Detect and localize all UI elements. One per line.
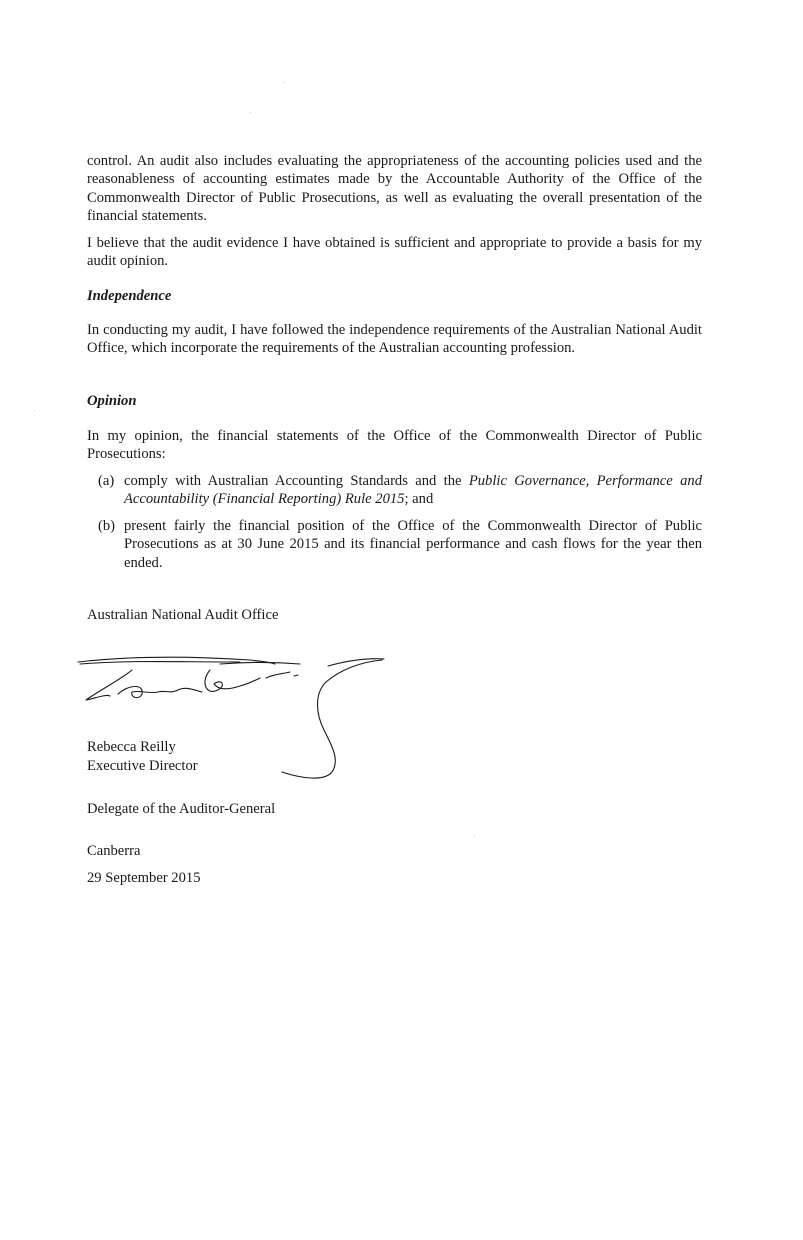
signatory-title: Executive Director xyxy=(87,758,198,774)
organisation-name: Australian National Audit Office xyxy=(87,607,279,623)
heading-opinion: Opinion xyxy=(87,393,137,409)
list-item-a-body xyxy=(124,472,702,509)
date-line: 29 September 2015 xyxy=(87,870,201,886)
scan-speck xyxy=(474,836,475,837)
list-marker-a: (a) xyxy=(98,473,115,489)
signatory-name: Rebecca Reilly xyxy=(87,739,176,755)
scan-speck xyxy=(34,410,35,411)
list-item-a-tail: ; and xyxy=(404,491,434,508)
paragraph-opinion: In my opinion, the financial statements of the Office of the Commonwealth Director of Public Prosecutions: xyxy=(87,428,702,463)
list-marker-b: (b) xyxy=(98,518,116,534)
scan-speck xyxy=(250,112,251,113)
paragraph-audit-evidence: I believe that the audit evidence I have obtained is sufficient and appropriate to provide a basis for my audit opinion. xyxy=(87,235,702,270)
heading-independence: Independence xyxy=(87,288,172,304)
paragraph-audit-control: control. An audit also includes evaluating the appropriateness of the accounting policies used and the reasonableness of accounting estimates made by the Accountable Authority of the Office of the Commonwealth Director of Public Prosecutions, as well as evaluating the overall presentation of the financial statements. xyxy=(87,153,702,225)
list-item-b xyxy=(98,517,702,572)
list-item-a xyxy=(98,472,702,509)
scan-speck xyxy=(283,82,284,83)
list-item-b-text: present fairly the financial position of the Office of the Commonwealth Director of Public Prosecutions as at 30 June 2015 and its financial performance and cash flows for the year then ended. xyxy=(124,518,702,571)
list-item-a-rule-title: Public Governance, Performance and Accountability (Financial Reporting) Rule 2015 xyxy=(124,473,702,508)
city-line: Canberra xyxy=(87,843,141,859)
paragraph-independence: In conducting my audit, I have followed the independence requirements of the Australian National Audit Office, which incorporate the requirements of the Australian accounting profession. xyxy=(87,322,702,357)
delegate-line: Delegate of the Auditor-General xyxy=(87,801,276,817)
list-item-a-text: comply with Australian Accounting Standards and the xyxy=(124,473,469,489)
